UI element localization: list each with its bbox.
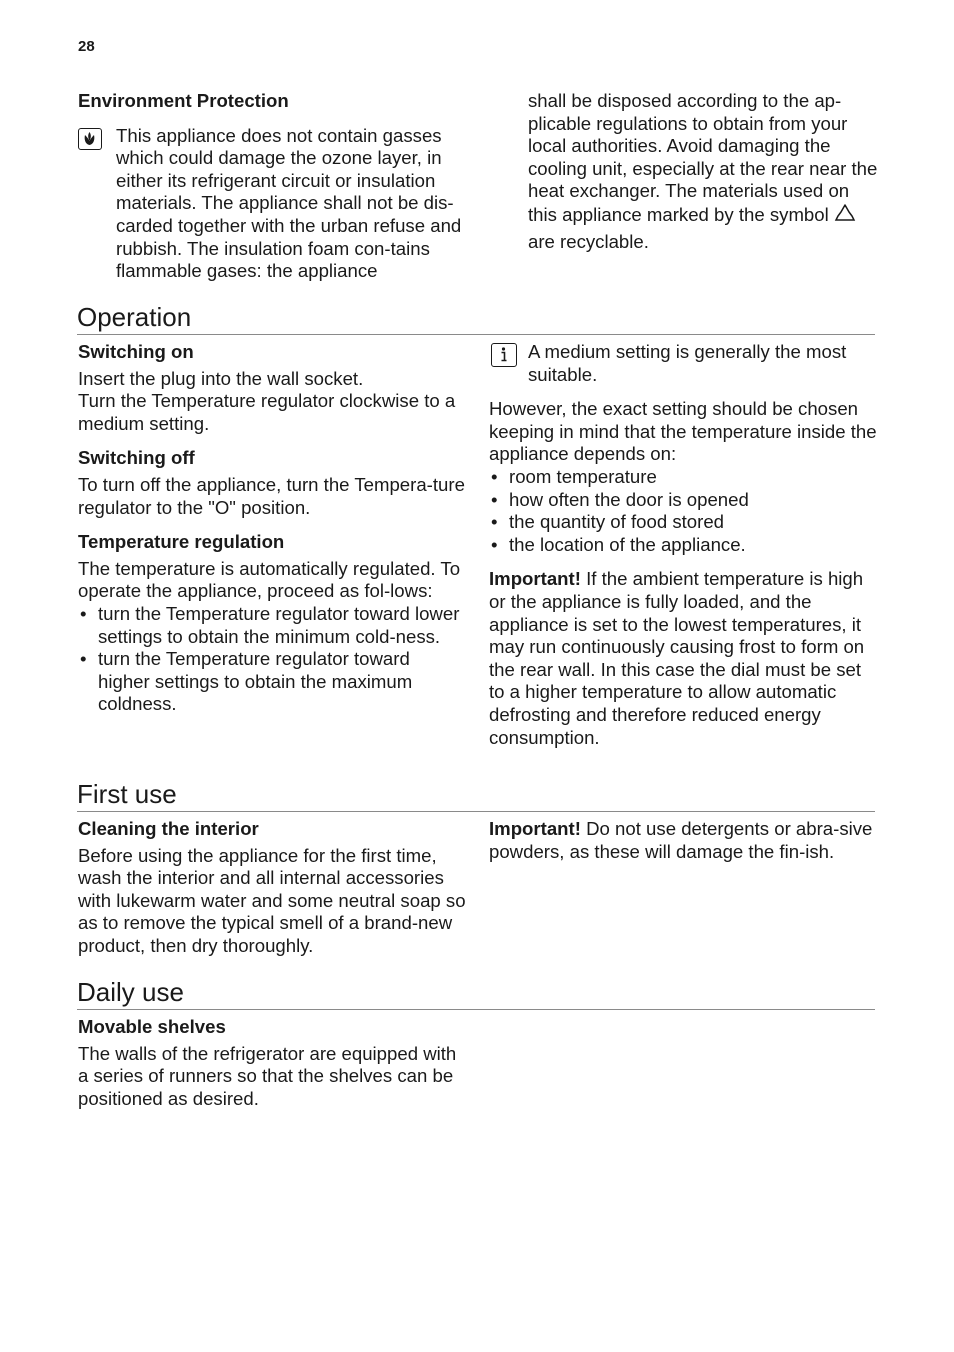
list-item: • how often the door is opened: [489, 489, 877, 512]
first-use-right-column: [489, 818, 877, 863]
first-use-left-column: [78, 818, 466, 958]
temperature-regulation-heading: Temperature regulation: [78, 531, 285, 553]
info-icon: [491, 343, 517, 367]
info-note: A medium setting is generally the most suitable.: [528, 341, 847, 385]
important-text: If the ambient temperature is high or the appliance is fully loaded, and the appliance is set to the lowest temperatures, it may run continuously causing frost to form on the rear wall. In this case the dial must be set to a higher temperature to allow automatic defrosting and therefore reduced energy consumption.: [489, 568, 865, 748]
factors-list: [489, 466, 877, 556]
movable-shelves-heading: Movable shelves: [78, 1016, 226, 1037]
first-use-important-note: [489, 818, 877, 863]
environment-right-column: [528, 90, 878, 253]
cleaning-text: Before using the appliance for the first time, wash the interior and all internal accessories with lukewarm water and some neutral soap so as to remove the typical smell of a brand-new product, then dry thoroughly.: [78, 844, 466, 956]
page-number: 28: [78, 38, 95, 55]
important-label: Important!: [489, 818, 581, 839]
switching-on-line1: Insert the plug into the wall socket.: [78, 367, 364, 389]
operation-right-column: [489, 341, 877, 749]
temperature-regulation-list: [78, 603, 466, 716]
list-item: • the location of the appliance.: [489, 534, 877, 557]
movable-shelves-text: The walls of the refrigerator are equipped with a series of runners so that the shelves can be positioned as desired.: [78, 1042, 457, 1109]
daily-use-left-column: [78, 1016, 466, 1110]
list-item: • the quantity of food stored: [489, 511, 877, 534]
environment-right-text: shall be disposed according to the ap-plicable regulations to obtain from your local authorities. Avoid damaging the cooling unit, especially at the rear near the heat exchanger. The materials used on this appliance marked by the symbol: [528, 90, 878, 225]
environment-left-column: [78, 90, 466, 283]
operation-left-column: [78, 341, 466, 716]
operation-important-note: [489, 568, 877, 749]
environment-heading: Environment Protection: [78, 90, 289, 111]
list-item: • turn the Temperature regulator toward higher settings to obtain the maximum coldness.: [78, 648, 466, 716]
section-title-daily-use: Daily use: [77, 977, 875, 1010]
section-title-operation: Operation: [77, 302, 875, 335]
environment-leaf-icon: [78, 128, 102, 150]
list-item: • turn the Temperature regulator toward lower settings to obtain the minimum cold-ness.: [78, 603, 466, 648]
list-item: • room temperature: [489, 466, 877, 489]
switching-off-heading: Switching off: [78, 447, 195, 469]
switching-on-heading: Switching on: [78, 341, 194, 362]
cleaning-heading: Cleaning the interior: [78, 818, 259, 839]
recycle-icon: [834, 203, 856, 231]
important-label: Important!: [489, 568, 581, 590]
switching-on-line2: Turn the Temperature regulator clockwise to a medium setting.: [78, 390, 456, 434]
however-text: However, the exact setting should be chosen keeping in mind that the temperature inside the appliance depends on:: [489, 398, 877, 465]
section-title-first-use: First use: [77, 779, 875, 812]
temperature-regulation-text: The temperature is automatically regulated. To operate the appliance, proceed as fol-lows:: [78, 557, 461, 602]
environment-right-text-end: are recyclable.: [528, 230, 649, 252]
environment-left-text: This appliance does not contain gasses which could damage the ozone layer, in either its refrigerant circuit or insulation materials. The appliance shall not be dis-carded together with the urban refuse and rubbish. The insulation foam con-tains flammable gases: the appliance: [116, 124, 462, 282]
important-text: Do not use detergents or abra-sive powders, as these will damage the fin-ish.: [489, 818, 873, 862]
switching-off-text: To turn off the appliance, turn the Tempera-ture regulator to the "O" position.: [78, 473, 465, 518]
